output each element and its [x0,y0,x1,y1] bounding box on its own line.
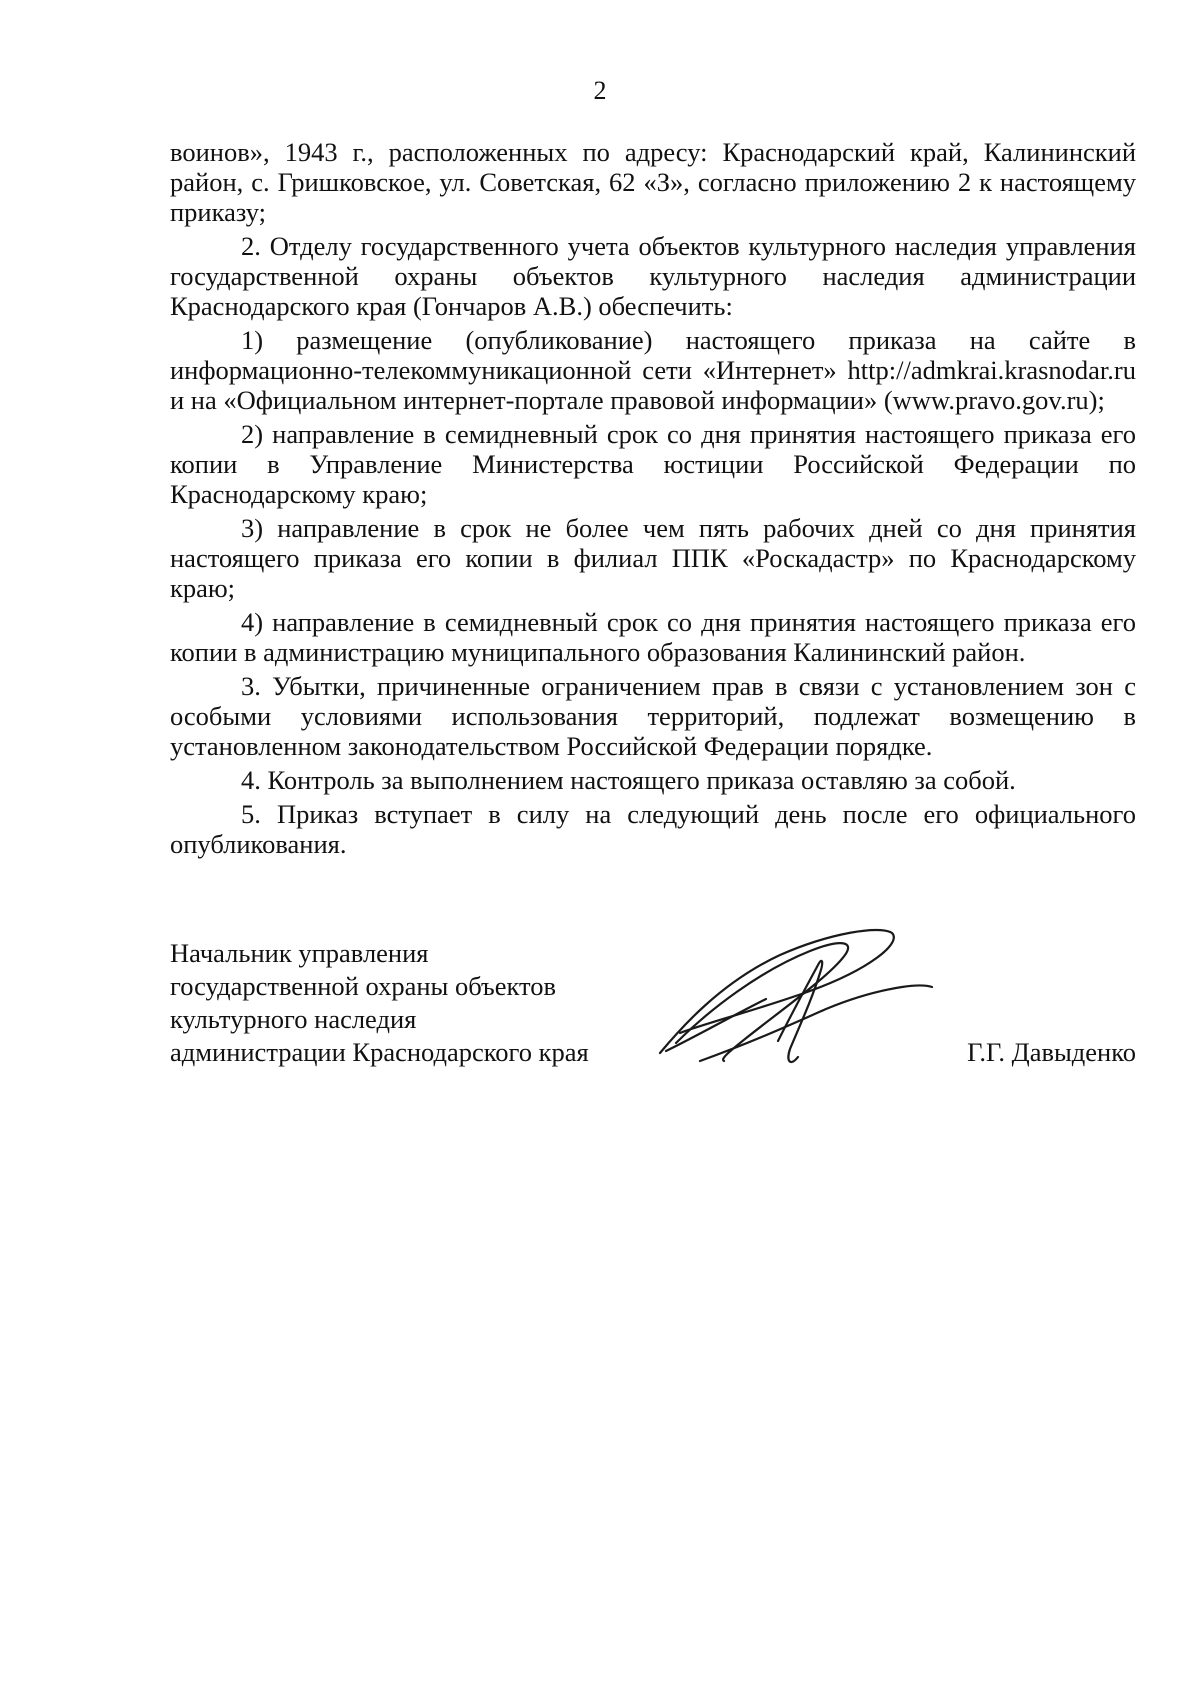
signer-position-line: культурного наследия [170,1004,417,1034]
signer-position-line: Начальник управления [170,938,429,968]
paragraph-item-3: 3. Убытки, причиненные ограничением прав в связи с установлением зон с особыми условиями использования территорий, подлежат возмещению в установленном законодательством Российской Федерации порядке. [170,671,1136,761]
paragraph-item-2: 2. Отделу государственного учета объектов культурного наследия управления государственной охраны объектов культурного наследия администрации Краснодарского края (Гончаров А.В.) обеспечить: [170,231,1136,321]
paragraph-subitem-2: 2) направление в семидневный срок со дня принятия настоящего приказа его копии в Управление Министерства юстиции Российской Федерации по Краснодарскому краю; [170,419,1136,509]
paragraph-continuation: воинов», 1943 г., расположенных по адресу: Краснодарский край, Калининский район, с. Гришковское, ул. Советская, 62 «З», согласно приложению 2 к настоящему приказу; [170,137,1136,227]
paragraph-item-5: 5. Приказ вступает в силу на следующий день после его официального опубликования. [170,799,1136,859]
handwritten-signature-icon [640,921,940,1081]
page-number: 2 [593,76,607,105]
signer-position-line: государственной охраны объектов [170,971,557,1001]
signature-block [170,937,1136,1097]
signer-name: Г.Г. Давыденко [967,1037,1136,1067]
paragraph-subitem-3: 3) направление в срок не более чем пять рабочих дней со дня принятия настоящего приказа его копии в филиал ППК «Роскадастр» по Краснодарскому краю; [170,513,1136,603]
signer-position-line: администрации Краснодарского края [170,1037,589,1067]
signer-position [170,937,640,1069]
paragraph-subitem-4: 4) направление в семидневный срок со дня принятия настоящего приказа его копии в администрацию муниципального образования Калининский район. [170,607,1136,667]
paragraph-subitem-1: 1) размещение (опубликование) настоящего приказа на сайте в информационно-телекоммуникационной сети «Интернет» http://admkrai.krasnodar.ru и на «Официальном интернет-портале правовой информации» (www.pravo.gov.ru); [170,325,1136,415]
paragraph-item-4: 4. Контроль за выполнением настоящего приказа оставляю за собой. [241,765,1016,795]
document-body [170,137,1136,859]
